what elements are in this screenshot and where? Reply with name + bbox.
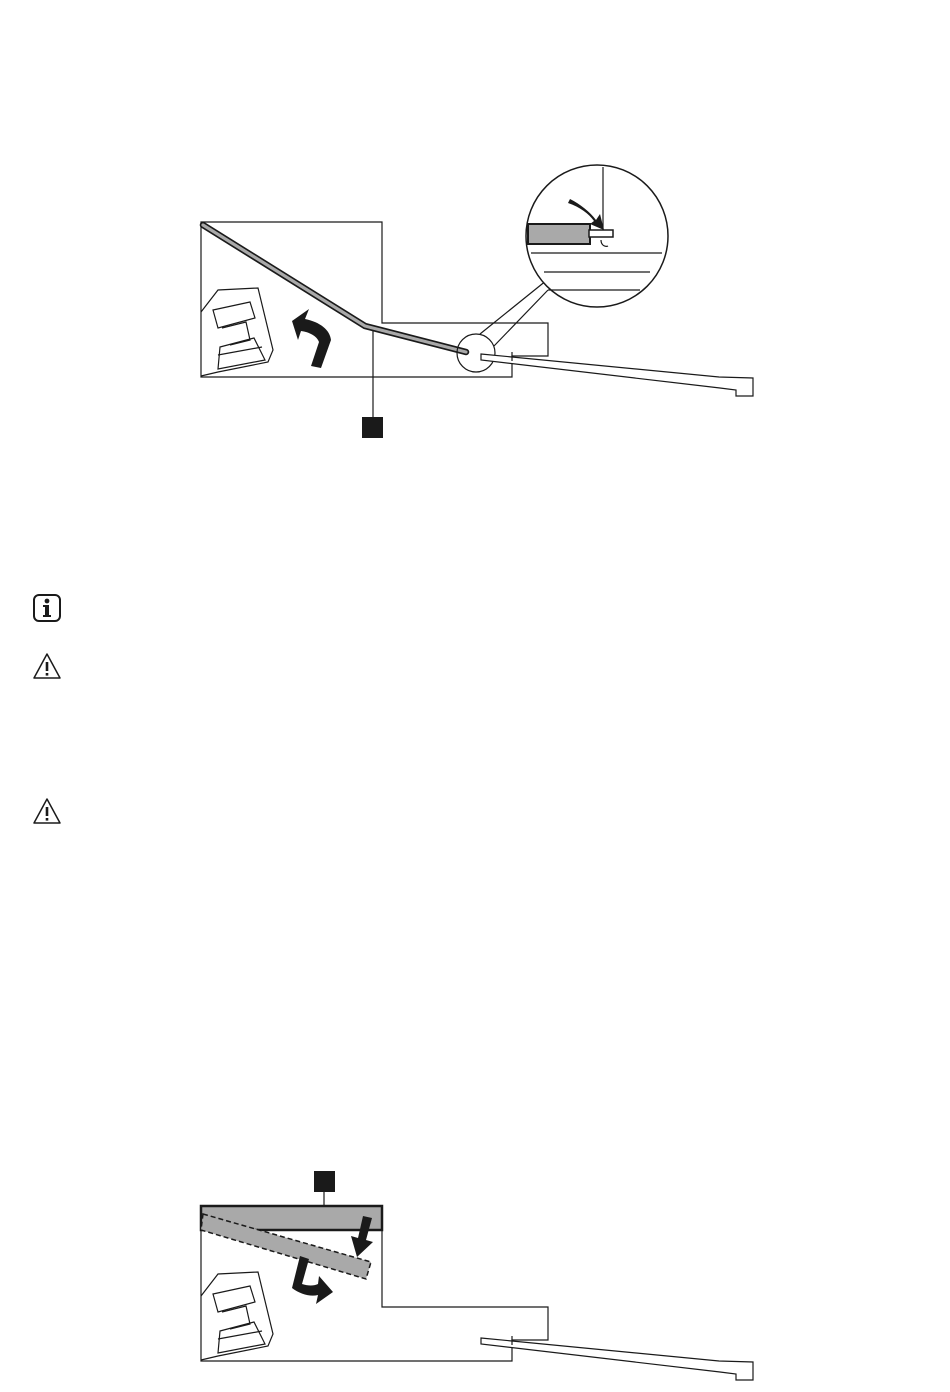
oven-cavity-outline — [201, 222, 548, 377]
info-icon — [32, 593, 62, 623]
remove-panel-illustration — [0, 150, 950, 450]
shelf-rail — [481, 354, 753, 396]
warning-icon — [32, 796, 62, 826]
black-square-marker — [314, 1171, 335, 1192]
shelf-rail — [481, 1338, 753, 1380]
zoom-line-lower — [494, 290, 548, 346]
black-square-marker — [362, 417, 383, 438]
lower-panel-figure — [0, 1150, 950, 1392]
lamp-housing — [201, 288, 273, 376]
warning-icon — [32, 651, 62, 681]
lamp-housing — [201, 1272, 273, 1360]
remove-panel-figure — [0, 150, 950, 450]
rotate-up-arrow — [292, 309, 331, 368]
lower-panel-illustration — [0, 1150, 950, 1392]
magnified-circle-detail — [526, 165, 668, 307]
